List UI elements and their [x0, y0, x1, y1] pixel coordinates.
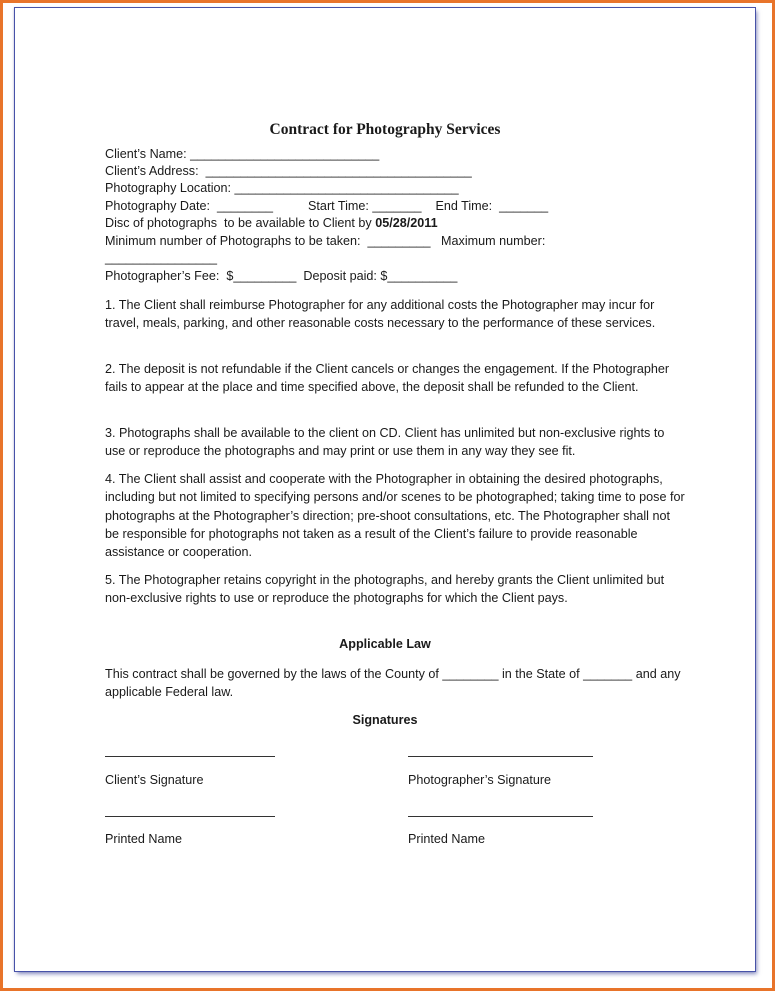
- clause-2: 2. The deposit is not refundable if the Client cancels or changes the engagement. If the Photographer fails to appear at the place and time specified above, the deposit shall be refunded to the Client.: [105, 362, 670, 395]
- client-name-field: Client’s Name: ___________________________: [105, 147, 380, 161]
- clause-4: 4. The Client shall assist and cooperate with the Photographer in obtaining the desired photographs, including but not limited to specifying persons and/or scenes to be photographed; taking time to pose for photographs at the Photographer’s direction; pre-shoot consultations, etc. The Photographer shall not be responsible for photographs not taken as a result of the Client’s failure to provide reasonable assistance or cooperation.: [105, 472, 685, 560]
- contract-page: [15, 8, 755, 971]
- client-signature-label: Client’s Signature: [105, 773, 204, 787]
- disc-label: Disc of photographs to be available to Client by: [105, 216, 376, 230]
- photographer-signature-line: [408, 756, 593, 757]
- document-title: Contract for Photography Services: [269, 121, 501, 138]
- client-printed-name-label: Printed Name: [105, 832, 182, 846]
- clause-1: 1. The Client shall reimburse Photographer for any additional costs the Photographer may incur for travel, meals, parking, and other reasonable costs necessary to the performance of these services.: [105, 298, 656, 331]
- fee-deposit-fields: Photographer’s Fee: $_________ Deposit paid: $__________: [105, 269, 458, 283]
- client-address-field: Client’s Address: ______________________________________: [105, 164, 472, 178]
- photographer-printed-name-line: [408, 816, 593, 817]
- applicable-law-heading: Applicable Law: [339, 637, 431, 651]
- disc-date: 05/28/2011: [375, 216, 438, 230]
- maximum-number-blank: ________________: [105, 251, 218, 265]
- photographer-signature-label: Photographer’s Signature: [408, 773, 552, 787]
- date-time-fields: Photography Date: ________ Start Time: _______ End Time: _______: [105, 199, 549, 213]
- photographer-printed-name-label: Printed Name: [408, 832, 485, 846]
- photography-location-field: Photography Location: ________________________________: [105, 181, 459, 195]
- signatures-heading: Signatures: [352, 713, 418, 727]
- applicable-law-text: This contract shall be governed by the laws of the County of ________ in the State of _______ and any applicable Federal law.: [105, 667, 681, 700]
- clause-3: 3. Photographs shall be available to the client on CD. Client has unlimited but non-exclusive rights to use or reproduce the photographs and may print or use them in any way they see fit.: [105, 426, 665, 459]
- clause-5: 5. The Photographer retains copyright in the photographs, and hereby grants the Client unlimited but non-exclusive rights to use or reproduce the photographs for which the Client pays.: [105, 573, 665, 606]
- client-signature-line: [105, 756, 275, 757]
- client-printed-name-line: [105, 816, 275, 817]
- minimum-maximum-fields: Minimum number of Photographs to be taken: _________ Maximum number:: [105, 234, 546, 248]
- disc-availability-line: [105, 214, 438, 232]
